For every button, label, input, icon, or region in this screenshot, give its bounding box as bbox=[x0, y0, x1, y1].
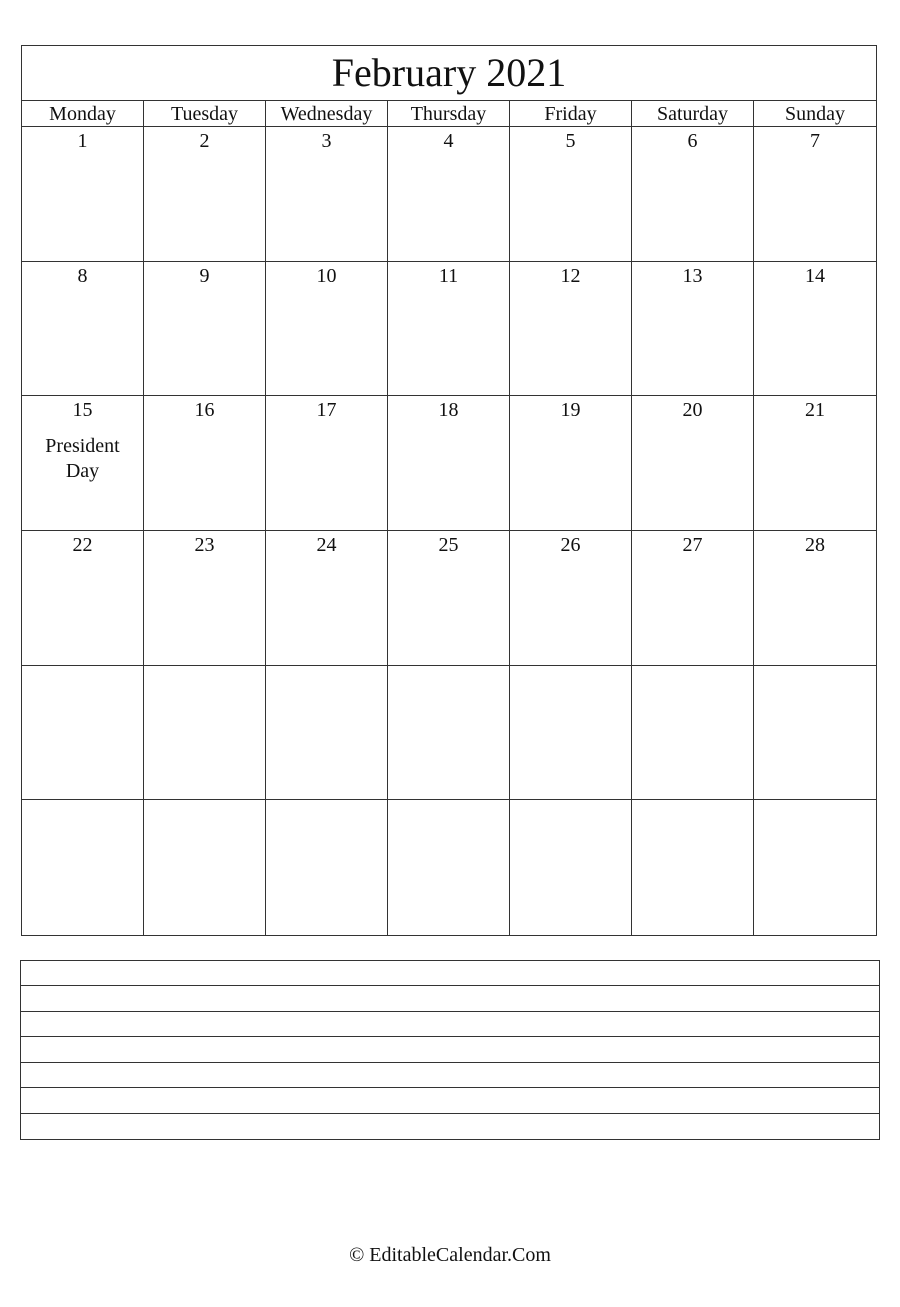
day-cell[interactable] bbox=[632, 127, 754, 261]
day-cell[interactable] bbox=[632, 800, 754, 935]
day-cell[interactable] bbox=[144, 396, 266, 530]
day-cell[interactable] bbox=[510, 800, 632, 935]
day-cell[interactable] bbox=[144, 262, 266, 396]
notes-section bbox=[20, 960, 880, 1140]
day-cell[interactable] bbox=[22, 262, 144, 396]
day-number: 26 bbox=[560, 534, 581, 556]
week-row bbox=[22, 396, 876, 531]
day-cell[interactable] bbox=[754, 127, 876, 261]
day-cell[interactable] bbox=[144, 127, 266, 261]
weekday-tuesday: Tuesday bbox=[144, 101, 266, 127]
day-cell[interactable] bbox=[632, 666, 754, 800]
note-line[interactable] bbox=[21, 986, 879, 1011]
day-cell[interactable] bbox=[632, 396, 754, 530]
week-row bbox=[22, 800, 876, 935]
day-cell[interactable] bbox=[388, 666, 510, 800]
day-number: 12 bbox=[560, 264, 581, 287]
note-line[interactable] bbox=[21, 1088, 879, 1113]
holiday-label: President Day bbox=[45, 435, 120, 483]
day-cell[interactable] bbox=[754, 666, 876, 800]
day-number: 11 bbox=[438, 264, 459, 287]
day-number: 21 bbox=[805, 399, 825, 422]
day-cell[interactable] bbox=[144, 666, 266, 800]
day-number: 2 bbox=[199, 130, 210, 152]
day-number: 16 bbox=[194, 399, 215, 422]
note-line[interactable] bbox=[21, 1063, 879, 1088]
note-line[interactable] bbox=[21, 1037, 879, 1062]
day-number: 6 bbox=[687, 130, 698, 152]
day-number: 1 bbox=[77, 130, 88, 152]
day-number: 7 bbox=[810, 130, 820, 152]
day-number: 14 bbox=[805, 264, 825, 287]
day-cell[interactable] bbox=[510, 262, 632, 396]
day-number: 17 bbox=[316, 399, 337, 422]
day-number: 18 bbox=[438, 399, 459, 422]
week-row bbox=[22, 666, 876, 801]
day-cell[interactable] bbox=[754, 531, 876, 665]
day-cell[interactable] bbox=[266, 531, 388, 665]
day-number: 5 bbox=[565, 130, 576, 152]
day-cell[interactable] bbox=[22, 800, 144, 935]
day-cell[interactable] bbox=[22, 127, 144, 261]
day-number: 25 bbox=[438, 534, 459, 556]
day-number: 4 bbox=[443, 130, 454, 152]
day-cell[interactable] bbox=[22, 396, 144, 530]
day-cell[interactable] bbox=[22, 531, 144, 665]
day-number: 10 bbox=[316, 264, 337, 287]
day-cell[interactable] bbox=[510, 396, 632, 530]
day-cell[interactable] bbox=[266, 127, 388, 261]
day-cell[interactable] bbox=[632, 531, 754, 665]
day-cell[interactable] bbox=[22, 666, 144, 800]
day-cell[interactable] bbox=[388, 800, 510, 935]
day-number: 27 bbox=[682, 534, 703, 556]
day-cell[interactable] bbox=[754, 396, 876, 530]
copyright-footer: © EditableCalendar.Com bbox=[349, 1244, 551, 1266]
day-cell[interactable] bbox=[144, 800, 266, 935]
day-cell[interactable] bbox=[632, 262, 754, 396]
day-cell[interactable] bbox=[754, 262, 876, 396]
note-line[interactable] bbox=[21, 1114, 879, 1139]
day-cell[interactable] bbox=[266, 262, 388, 396]
weekday-sunday: Sunday bbox=[785, 103, 845, 125]
day-number: 28 bbox=[805, 534, 825, 556]
day-cell[interactable] bbox=[388, 127, 510, 261]
day-number: 15 bbox=[72, 399, 93, 422]
weekday-saturday: Saturday bbox=[632, 101, 754, 127]
day-cell[interactable] bbox=[144, 531, 266, 665]
day-number: 20 bbox=[682, 399, 703, 422]
calendar bbox=[21, 45, 877, 936]
day-cell[interactable] bbox=[388, 396, 510, 530]
day-number: 19 bbox=[560, 399, 581, 422]
day-number: 13 bbox=[682, 264, 703, 287]
day-cell[interactable] bbox=[754, 800, 876, 935]
day-cell[interactable] bbox=[388, 262, 510, 396]
day-cell[interactable] bbox=[510, 127, 632, 261]
weekday-thursday: Thursday bbox=[388, 101, 510, 127]
weekday-monday: Monday bbox=[22, 101, 144, 127]
day-cell[interactable] bbox=[510, 531, 632, 665]
day-number: 9 bbox=[199, 264, 210, 287]
day-number: 8 bbox=[77, 264, 88, 287]
day-cell[interactable] bbox=[388, 531, 510, 665]
day-cell[interactable] bbox=[510, 666, 632, 800]
note-line[interactable] bbox=[21, 961, 879, 986]
day-cell[interactable] bbox=[266, 666, 388, 800]
weekday-header-row bbox=[22, 101, 876, 127]
day-number: 23 bbox=[194, 534, 215, 556]
day-number: 22 bbox=[72, 534, 93, 556]
weekday-wednesday: Wednesday bbox=[266, 101, 388, 127]
week-row bbox=[22, 531, 876, 666]
day-cell[interactable] bbox=[266, 800, 388, 935]
calendar-grid bbox=[22, 127, 876, 935]
day-number: 24 bbox=[316, 534, 337, 556]
note-line[interactable] bbox=[21, 1012, 879, 1037]
week-row bbox=[22, 262, 876, 397]
week-row bbox=[22, 127, 876, 262]
day-cell[interactable] bbox=[266, 396, 388, 530]
weekday-friday: Friday bbox=[510, 101, 632, 127]
day-number: 3 bbox=[321, 130, 332, 152]
calendar-title: February 2021 bbox=[22, 46, 876, 101]
